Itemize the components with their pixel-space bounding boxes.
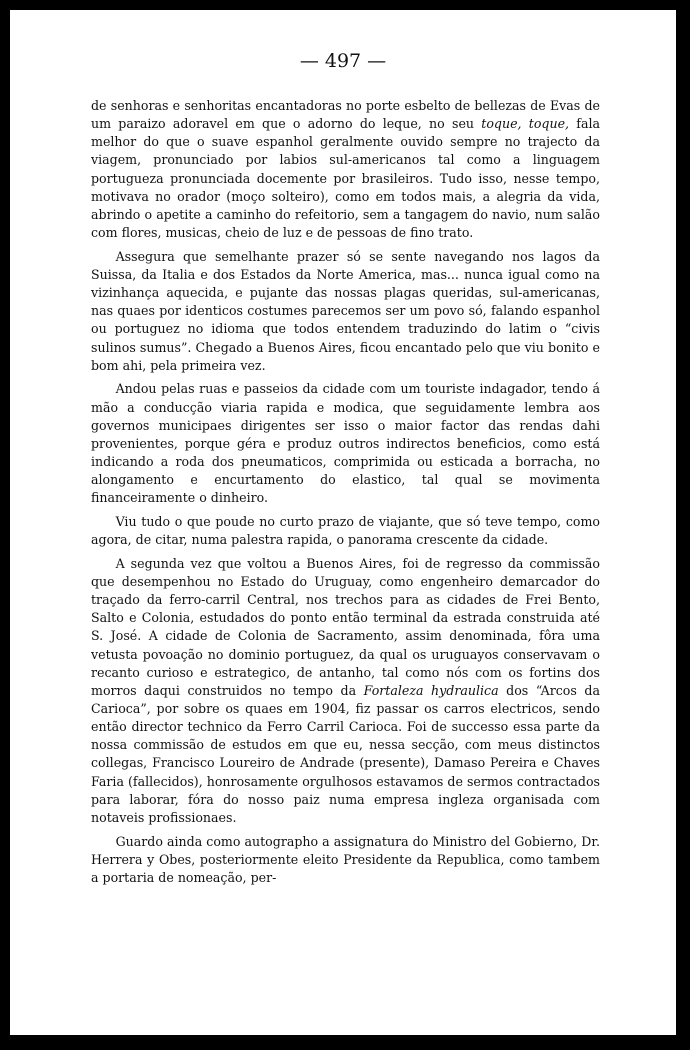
book-page [10, 10, 676, 1035]
text-run: A segunda vez que voltou a Buenos Aires, foi de regresso da commissão que desempenhou no Estado do Uruguay, como engenheiro demarcador do traçado da ferro-carril Central, nos trechos para as cidades de Frei Bento, Salto e Colonia, estudados do ponto então terminal da estrada construida até S. José. A cidade de Colonia de Sacramento, assim denominada, fôra uma vetusta povoação no dominio portuguez, da qual os uruguayos conservavam o recanto curioso e estrategico, de antanho, tal como nós com os fortins dos morros daqui construidos no tempo da [91, 555, 600, 698]
text-run: Andou pelas ruas e passeios da cidade com um touriste indagador, tendo á mão a conducção viaria rapida e modica, que seguidamente lembra aos governos municipaes dirigentes ser isso o maior factor das rendas dahi provenientes, porque géra e produz outros indirectos beneficios, como está indicando a roda dos pneumaticos, comprimida ou esticada a borracha, no alongamento e encurtamento do elastico, tal qual se movimenta financeiramente o dinheiro. [91, 381, 600, 506]
paragraph [91, 555, 600, 827]
text-run: fala melhor do que o suave espanhol geralmente ouvido sempre no trajecto da viagem, pronunciado por labios sul-americanos tal como a linguagem portugueza pronunciada docemente por brasileiros. Tudo isso, nesse tempo, motivava no orador (moço solteiro), como em todos mais, a alegria da vida, abrindo o apetite a caminho do refeitorio, sem a tangagem do navio, num salão com flores, musicas, cheio de luz e de pessoas de fino trato. [91, 116, 601, 241]
paragraph [91, 513, 600, 549]
page-number: — 497 — [299, 50, 387, 72]
text-run: dos “Arcos da Carioca”, por sobre os quaes em 1904, fiz passar os carros electricos, sendo então director technico da Ferro Carril Carioca. Foi de successo essa parte da nossa commissão de estudos em que eu, nessa secção, com meus distinctos collegas, Francisco Loureiro de Andrade (presente), Damaso Pereira e Chaves Faria (fallecidos), honrosamente orgulhosos estavamos de sermos contractados para laborar, fóra do nosso paiz numa empresa ingleza organisada com notaveis profissionaes. [91, 682, 600, 825]
text-run: Assegura que semelhante prazer só se sente navegando nos lagos da Suissa, da Italia e dos Estados da Norte America, mas... nunca igual como na vizinhança aquecida, e pujante das nossas plagas queridas, sul-americanas, nas quaes por identicos costumes parecemos ser um povo só, falando espanhol ou portuguez no idioma que todos entendem traduzindo do latim o “civis sulinos sumus”. Chegado a Buenos Aires, ficou encantado pelo que viu bonito e bom ahi, pela primeira vez. [91, 248, 600, 373]
text-run: de senhoras e senhoritas encantadoras no porte esbelto de bellezas de Evas de um paraizo adoravel em que o adorno do leque, no seu [91, 98, 600, 132]
text-run: Viu tudo o que poude no curto prazo de viajante, que só teve tempo, como agora, de citar, numa palestra rapida, o panorama crescente da cidade. [91, 513, 600, 548]
text-run: Guardo ainda como autographo a assignatura do Ministro del Gobierno, Dr. Herrera y Obes, posteriormente eleito Presidente da Republica, como tambem a portaria de nomeação, per- [91, 833, 600, 885]
paragraph [91, 380, 600, 507]
italic-text: toque, toque, [481, 116, 570, 132]
paragraph [91, 97, 600, 242]
paragraph [91, 248, 600, 375]
paragraph [91, 833, 600, 887]
body-text [91, 97, 600, 893]
italic-text: Fortaleza hydraulica [363, 682, 499, 698]
